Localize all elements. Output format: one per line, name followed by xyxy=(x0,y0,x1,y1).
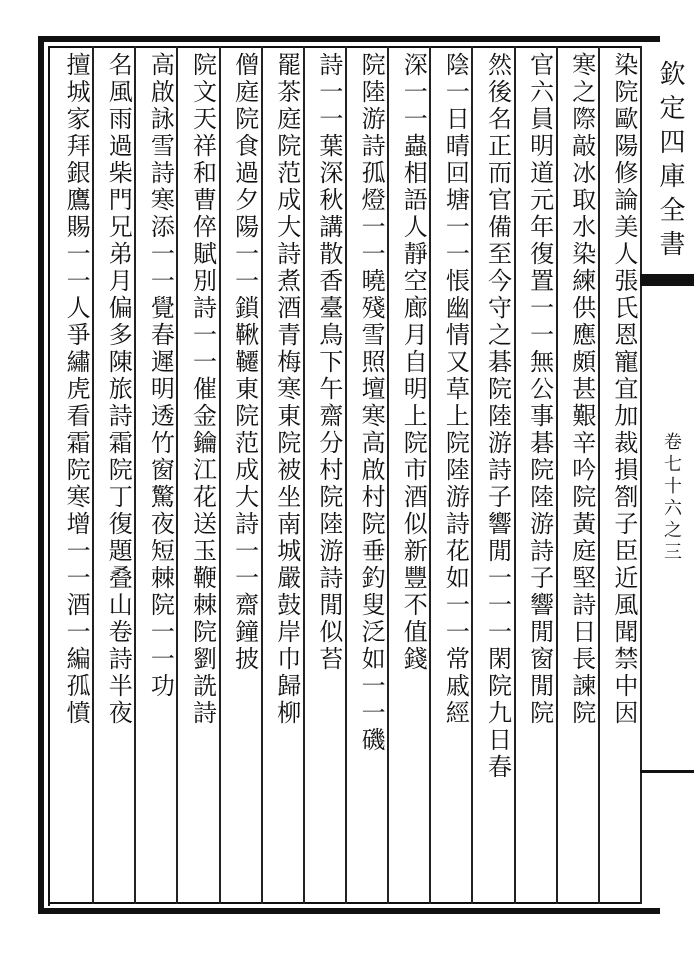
column-text: 然後名正而官備至今守之碁院陸游詩子響閒一一一閑院九日春 xyxy=(483,52,512,781)
text-column xyxy=(136,52,174,898)
text-column xyxy=(263,52,301,898)
page-border-top xyxy=(38,36,660,42)
text-column xyxy=(52,52,90,898)
column-text: 寒之際敲冰取水染練供應頗甚艱辛吟院黃庭堅詩日長諫院 xyxy=(567,52,596,727)
column-text: 官六員明道元年復置一一無公事碁院陸游詩子響閒窗閒院 xyxy=(525,52,554,727)
column-text: 深一一蟲相語人靜空廊月自明上院市酒似新豐不值錢 xyxy=(399,52,428,673)
margin-column xyxy=(646,52,686,898)
inner-border-top xyxy=(48,46,640,48)
column-text: 染院歐陽修論美人張氏恩寵宜加裁損劄子臣近風聞禁中因 xyxy=(609,52,638,727)
column-text: 高啟詠雪詩寒添一一覺春遲明透竹窗驚夜短棘院一一功 xyxy=(146,52,175,700)
column-text: 院文天祥和曹倅賦別詩一一催金鑰江花送玉鞭棘院劉詵詩 xyxy=(188,52,217,727)
text-column xyxy=(178,52,216,898)
column-text: 詩一一葉深秋講散香臺鳥下午齋分村院陸游詩閒似苔 xyxy=(314,52,343,673)
column-text: 名風雨過柴門兄弟月偏多陳旅詩霜院丁復題叠山卷詩半夜 xyxy=(104,52,133,727)
text-column xyxy=(600,52,638,898)
column-text: 罷茶庭院范成大詩煮酒青梅寒東院被坐南城嚴鼓岸巾歸柳 xyxy=(272,52,301,727)
text-column xyxy=(558,52,596,898)
column-text: 擅城家拜銀鷹賜一一人爭繡虎看霜院寒增一一酒一編孤憤 xyxy=(62,52,91,727)
page-border-bottom xyxy=(38,908,660,914)
text-column xyxy=(347,52,385,898)
text-column xyxy=(94,52,132,898)
text-column xyxy=(221,52,259,898)
page-border-left xyxy=(38,36,44,914)
text-column xyxy=(389,52,427,898)
column-text: 僧庭院食過夕陽一一鎖鞦韆東院范成大詩一一齋鐘披 xyxy=(230,52,259,673)
text-column xyxy=(305,52,343,898)
inner-border-bottom xyxy=(48,902,640,904)
column-text: 陰一日晴回塘一一悵幽情又草上院陸游詩花如一一常戚經 xyxy=(441,52,470,727)
text-column xyxy=(516,52,554,898)
book-title: 欽定四庫全書 xyxy=(655,60,685,264)
text-column xyxy=(473,52,511,898)
text-column xyxy=(431,52,469,898)
inner-border-left xyxy=(48,46,50,906)
column-text: 院陸游詩孤燈一一曉殘雪照壇寒高啟村院垂釣叟泛如一一磯 xyxy=(357,52,386,754)
volume-number: 卷七十六之三 xyxy=(661,432,682,564)
